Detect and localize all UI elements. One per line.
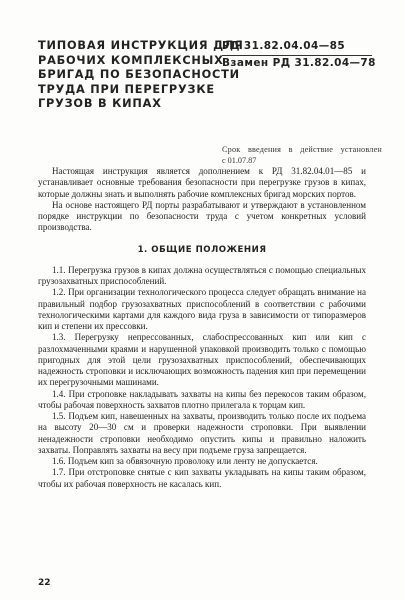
page-number: 22 [38, 578, 51, 588]
section-paragraph: 1.1. Перегрузка грузов в кипах должна осуществляться с помощью специальных грузозахватных приспособлений. [38, 264, 366, 286]
section-paragraph: 1.7. При отстроповке снятые с кип захваты укладывать на кипы таким образом, чтобы их рабочая поверхность не касалась кип. [38, 467, 366, 489]
body-text [38, 166, 366, 490]
document-title [38, 39, 244, 112]
document-code: РД 31.82.04.04—85 [222, 40, 346, 52]
section-paragraph: 1.5. Подъем кип, навешенных на захваты, производить только после их подъема на высоту 20—30 см и проверки надежности строповки. При выявлении ненадежности строповки необходимо опустить кипы и правильно наложить захваты. Поправлять захваты на весу при подъеме груза запрещается. [38, 411, 366, 455]
replaces-code: Взамен РД 31.82.04—78 [222, 56, 376, 69]
title-line: ГРУЗОВ В КИПАХ [38, 97, 162, 111]
section-paragraph: 1.6. Подъем кип за обвязочную проволоку или ленту не допускается. [52, 456, 318, 466]
document-codes [222, 39, 392, 70]
title-line: РАБОЧИХ КОМПЛЕКСНЫХ [38, 53, 224, 67]
effective-date-line: Срок введения в действие установлен [222, 145, 382, 154]
intro-paragraph: Настоящая инструкция является дополнением к РД 31.82.04.01—85 и устанавливает основные требования безопасности при перегрузке грузов в кипах, которые должны знать и выполнять рабочие комплексных бригад морских портов. [38, 166, 366, 199]
title-line: БРИГАД ПО БЕЗОПАСНОСТИ [38, 68, 240, 82]
intro-paragraph: На основе настоящего РД порты разрабатывают и утверждают в установленном порядке инструкции по безопасности труда с учетом конкретных условий производства. [38, 199, 366, 233]
effective-date [222, 145, 382, 166]
section-paragraph: 1.2. При организации технологического процесса следует обращать внимание на правильный подбор грузозахватных приспособлений в соответствии с рабочими технологическими картами для каждого вида груза в зависимости от типоразмеров кип и степени их прессовки. [38, 287, 366, 331]
section-paragraph: 1.3. Перегрузку непрессованных, слабоспрессованных кип или кип с разлохмаченными краями и нарушенной упаковкой производить только с помощью пригодных для этой цели грузозахватных приспособлений, обеспечивающих надежность строповки и исключающих возможность падения кип при перемещении их перегрузочными машинами. [38, 332, 366, 388]
title-line: ТРУДА ПРИ ПЕРЕГРУЗКЕ [38, 82, 215, 96]
effective-date-line: с 01.07.87 [222, 155, 257, 165]
section-heading: 1. ОБЩИЕ ПОЛОЖЕНИЯ [137, 244, 267, 255]
spacer [38, 234, 366, 245]
section-paragraph: 1.4. При строповке накладывать захваты на кипы без перекосов таким образом, чтобы рабочая поверхность захватов плотно прилегала к торцам кип. [38, 388, 366, 410]
title-line: ТИПОВАЯ ИНСТРУКЦИЯ ДЛЯ [38, 39, 244, 52]
